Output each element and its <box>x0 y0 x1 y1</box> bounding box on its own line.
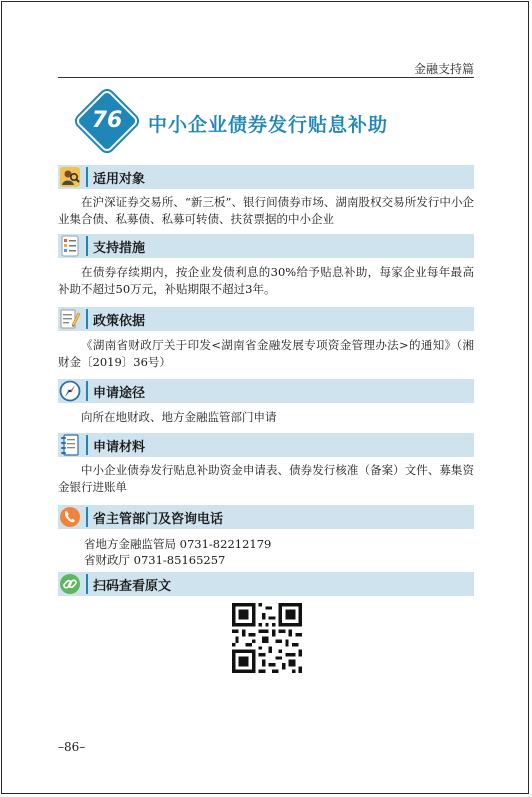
section-header-measures <box>58 234 474 258</box>
contact-line-finance-regulator: 省地方金融监管局 0731-82212179 <box>84 537 272 551</box>
section-title-contact: 省主管部门及咨询电话 <box>93 511 224 527</box>
item-title: 中小企业债券发行贴息补助 <box>148 114 389 136</box>
section-title-scope: 适用对象 <box>93 171 146 187</box>
page-number: –86– <box>58 740 86 754</box>
section-text-materials: 中小企业债券发行贴息补助资金申请表、债券发行核准（备案）文件、募集资金银行进账单 <box>58 463 474 494</box>
section-divider <box>86 236 88 256</box>
section-title-channel: 申请途径 <box>93 385 146 401</box>
section-divider <box>86 381 88 401</box>
section-header-scope <box>58 165 474 189</box>
section-title-materials: 申请材料 <box>93 439 146 455</box>
section-divider <box>86 435 88 455</box>
header-rule <box>58 77 474 78</box>
section-header-channel <box>58 379 474 403</box>
link-icon <box>58 572 82 596</box>
notebook-icon <box>58 433 82 457</box>
section-header-contact <box>58 505 474 529</box>
section-title-qr: 扫码查看原文 <box>93 578 172 594</box>
contact-list <box>84 536 271 568</box>
section-header-basis <box>58 307 474 331</box>
section-divider <box>86 309 88 329</box>
phone-icon <box>58 505 82 529</box>
section-divider <box>86 574 88 594</box>
section-divider <box>86 167 88 187</box>
section-title-measures: 支持措施 <box>93 240 146 256</box>
section-text-scope: 在沪深证券交易所、“新三板”、银行间债券市场、湖南股权交易所发行中小企业集合债、私募债、私募可转债、扶贫票据的中小企业 <box>58 195 474 226</box>
section-text-channel: 向所在地财政、地方金融监管部门申请 <box>81 410 277 424</box>
section-title-basis: 政策依据 <box>93 313 146 329</box>
section-header-materials <box>58 433 474 457</box>
document-pen-icon <box>58 307 82 331</box>
section-divider <box>86 507 88 527</box>
contact-line-finance-department: 省财政厅 0731-85165257 <box>84 553 226 567</box>
item-number: 76 <box>91 108 123 133</box>
compass-icon <box>58 379 82 403</box>
section-text-measures: 在债券存续期内，按企业发债利息的30%给予贴息补助，每家企业每年最高补助不超过50万元，补贴期限不超过3年。 <box>58 265 474 296</box>
section-text-basis: 《湖南省财政厅关于印发<湖南省金融发展专项资金管理办法>的通知》（湘财金〔2019〕36号） <box>58 338 474 369</box>
person-magnifier-icon <box>58 165 82 189</box>
checklist-icon <box>58 234 82 258</box>
section-header-qr <box>58 572 474 596</box>
running-header: 金融支持篇 <box>413 62 474 76</box>
qr-code[interactable] <box>232 603 302 673</box>
